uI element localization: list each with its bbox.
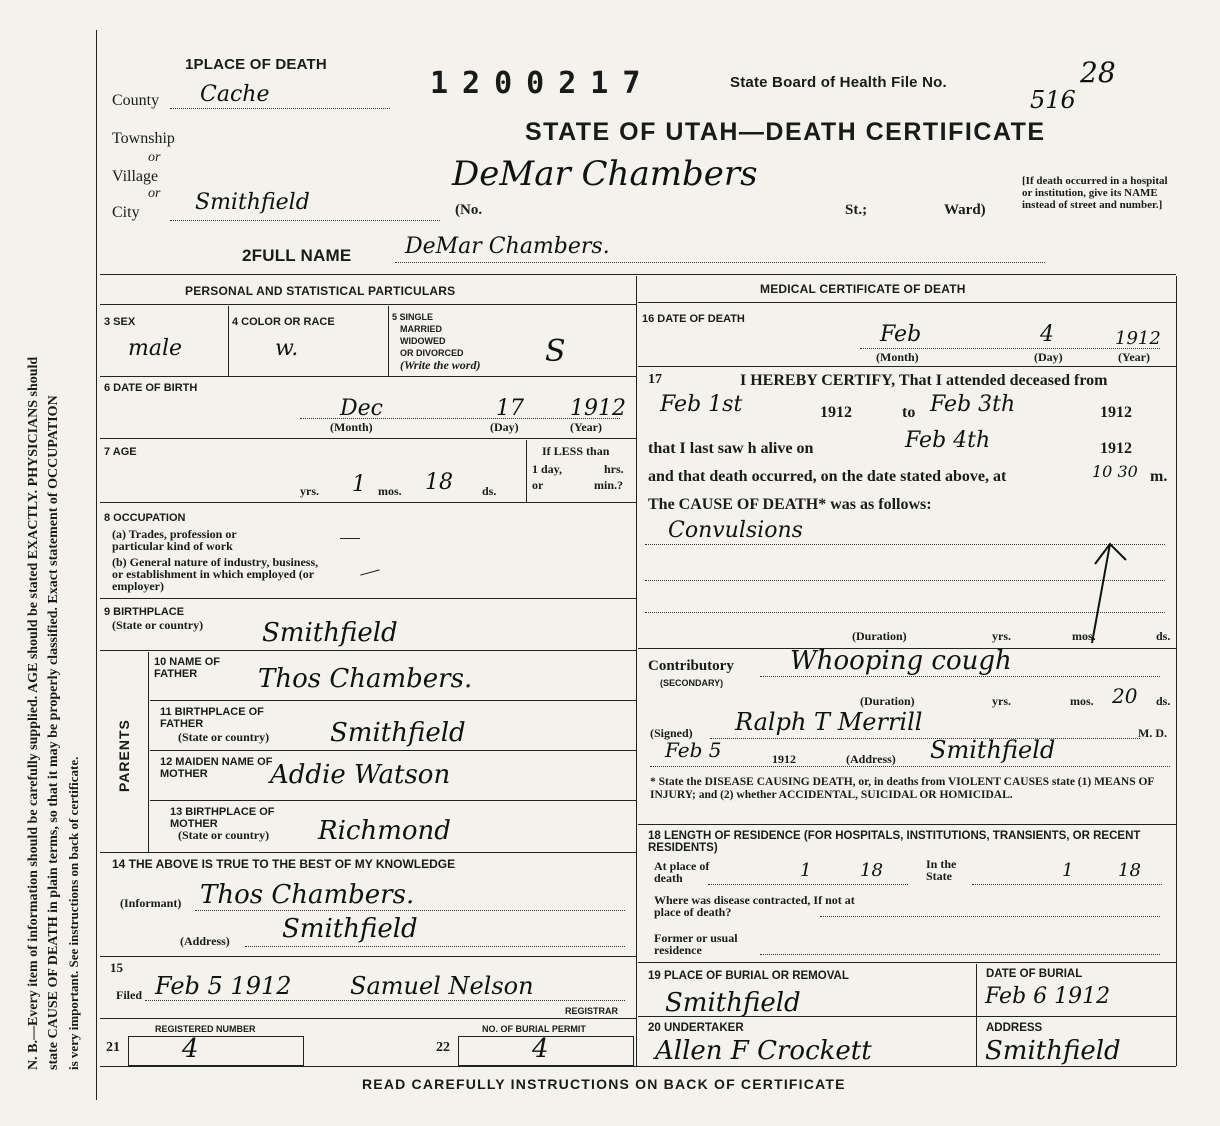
marital-label-4: OR DIVORCED bbox=[400, 348, 464, 358]
registrar-signature: Samuel Nelson bbox=[350, 972, 534, 1000]
dob-day-label: (Day) bbox=[490, 420, 519, 434]
sidebar-line-1: N. B.—Every item of information should be carefully supplied. AGE should be stated EXACTLY. PHYSICIANS should bbox=[26, 356, 41, 1070]
contrib-duration-ds: 20 bbox=[1112, 684, 1138, 708]
frame-right bbox=[1176, 276, 1177, 1066]
dob-year-label: (Year) bbox=[570, 420, 602, 434]
sidebar-line-2: state CAUSE OF DEATH in plain terms, so that it may be properly classified. Exact statement of OCCUPATION bbox=[46, 395, 61, 1070]
mother-name-value: Addie Watson bbox=[270, 760, 451, 790]
last-saw-value: Feb 4th bbox=[905, 428, 991, 453]
deceased-name-large: DeMar Chambers bbox=[452, 154, 758, 194]
street-label: St.; bbox=[845, 202, 868, 218]
certificate-title: STATE OF UTAH—DEATH CERTIFICATE bbox=[525, 118, 1046, 146]
contrib-mos-label: mos. bbox=[1070, 694, 1094, 708]
marital-note: (Write the word) bbox=[400, 358, 481, 372]
in-state-ds: 18 bbox=[1118, 860, 1141, 881]
parents-label: PARENTS bbox=[116, 719, 132, 792]
dob-day: 17 bbox=[496, 396, 524, 421]
undertaker-address-label: ADDRESS bbox=[986, 1022, 1043, 1034]
age-mos-value: 1 bbox=[352, 472, 366, 497]
less-than-min: min.? bbox=[594, 478, 624, 492]
dob-month-label: (Month) bbox=[330, 420, 373, 434]
death-time-m: m. bbox=[1150, 468, 1168, 485]
in-state-mos: 1 bbox=[1062, 860, 1074, 881]
undertaker-value: Allen F Crockett bbox=[655, 1036, 872, 1066]
registrar-label: REGISTRAR bbox=[565, 1006, 619, 1016]
md-label: M. D. bbox=[1138, 726, 1167, 740]
cause-label: The CAUSE OF DEATH* was as follows: bbox=[648, 496, 932, 513]
city-value: Smithfield bbox=[195, 190, 310, 215]
personal-section-title: PERSONAL AND STATISTICAL PARTICULARS bbox=[185, 284, 456, 298]
header-divider bbox=[100, 274, 1176, 275]
cause-value: Convulsions bbox=[668, 518, 803, 543]
dod-day-label: (Day) bbox=[1034, 350, 1063, 364]
last-saw-text: that I last saw h alive on bbox=[648, 440, 814, 457]
age-mos-label: mos. bbox=[378, 484, 402, 498]
less-than-label-1: If LESS than bbox=[542, 444, 610, 458]
address-label: (Address) bbox=[180, 934, 230, 948]
frame-left bbox=[96, 30, 97, 1100]
birthplace-value: Smithfield bbox=[262, 618, 398, 648]
attended-to-year: 1912 bbox=[1100, 404, 1132, 421]
center-divider bbox=[636, 276, 637, 1066]
sex-value: male bbox=[128, 336, 183, 361]
signed-label: (Signed) bbox=[650, 726, 693, 740]
full-name-value: DeMar Chambers. bbox=[405, 234, 610, 259]
age-yrs-label: yrs. bbox=[300, 484, 319, 498]
age-ds-label: ds. bbox=[482, 484, 497, 498]
undertaker-address-value: Smithfield bbox=[985, 1036, 1121, 1066]
less-than-label-2: 1 day, bbox=[532, 462, 563, 476]
township-label: Township bbox=[112, 130, 175, 147]
duration-yrs-label: yrs. bbox=[992, 629, 1011, 643]
frame-bottom bbox=[100, 1066, 1176, 1067]
at-place-label: At place of death bbox=[654, 859, 710, 885]
at-place-ds: 18 bbox=[860, 860, 883, 881]
age-ds-value: 18 bbox=[425, 470, 453, 495]
dob-month: Dec bbox=[340, 396, 383, 421]
marital-label-2: MARRIED bbox=[400, 324, 442, 334]
village-label: Village bbox=[112, 168, 159, 185]
contrib-ds-label: ds. bbox=[1156, 694, 1171, 708]
attended-from-year: 1912 bbox=[820, 404, 852, 421]
marital-label-3: WIDOWED bbox=[400, 336, 446, 346]
less-than-or: or bbox=[532, 478, 544, 492]
birthplace-sub-label: (State or country) bbox=[112, 618, 204, 632]
duration-label: (Duration) bbox=[852, 629, 907, 643]
or-label-1: or bbox=[148, 150, 161, 165]
burial-permit-prefix: 22 bbox=[436, 1040, 450, 1055]
former-residence-label: Former or usual residence bbox=[654, 931, 738, 957]
father-birthplace-sub: (State or country) bbox=[178, 730, 270, 744]
mother-birthplace-sub: (State or country) bbox=[178, 828, 270, 842]
medical-section-title: MEDICAL CERTIFICATE OF DEATH bbox=[760, 282, 966, 296]
filed-value: Feb 5 1912 bbox=[155, 972, 292, 1000]
father-name-label: 10 NAME OF FATHER bbox=[154, 656, 221, 680]
contrib-duration-label: (Duration) bbox=[860, 694, 915, 708]
color-race-value: w. bbox=[275, 336, 299, 361]
marital-label-1: 5 SINGLE bbox=[392, 312, 434, 322]
duration-ds-label: ds. bbox=[1156, 629, 1171, 643]
mother-birthplace-value: Richmond bbox=[318, 816, 451, 846]
marital-value: S bbox=[545, 334, 566, 369]
city-label: City bbox=[112, 204, 140, 221]
certify-text: I HEREBY CERTIFY, That I attended deceased from bbox=[740, 372, 1108, 389]
to-label: to bbox=[902, 404, 916, 421]
mother-birthplace-label: 13 BIRTHPLACE OF MOTHER bbox=[170, 806, 275, 830]
burial-permit-value: 4 bbox=[532, 1034, 549, 1064]
father-birthplace-value: Smithfield bbox=[330, 718, 466, 748]
less-than-hrs: hrs. bbox=[604, 462, 624, 476]
age-label: 7 AGE bbox=[104, 446, 137, 458]
father-name-value: Thos Chambers. bbox=[258, 664, 473, 694]
filed-label: Filed bbox=[116, 988, 142, 1002]
address-value: Smithfield bbox=[282, 914, 418, 944]
attended-from-value: Feb 1st bbox=[660, 392, 743, 417]
birthplace-label: 9 BIRTHPLACE bbox=[104, 606, 185, 618]
hospital-note: [If death occurred in a hospital or institution, give its NAME instead of street and number.] bbox=[1022, 175, 1168, 211]
street-no-label: (No. bbox=[455, 202, 483, 218]
county-value: Cache bbox=[200, 82, 270, 107]
occupation-label: 8 OCCUPATION bbox=[104, 512, 186, 524]
ward-label: Ward) bbox=[944, 202, 986, 218]
certify-number: 17 bbox=[648, 372, 662, 387]
duration-mos-label: mos. bbox=[1072, 629, 1096, 643]
dod-year: 1912 bbox=[1115, 328, 1161, 349]
occupation-a-label: (a) Trades, profession or particular kind of work bbox=[112, 527, 237, 553]
residence-label: 18 LENGTH OF RESIDENCE (FOR HOSPITALS, INSTITUTIONS, TRANSIENTS, OR RECENT RESIDENTS) bbox=[648, 830, 1141, 854]
registered-number-box bbox=[128, 1036, 304, 1066]
file-no-value: 28 bbox=[1080, 56, 1116, 89]
registered-number-value: 4 bbox=[182, 1034, 199, 1064]
father-birthplace-label: 11 BIRTHPLACE OF FATHER bbox=[160, 706, 264, 730]
signed-value: Ralph T Merrill bbox=[735, 708, 923, 736]
contributory-label: Contributory bbox=[648, 658, 734, 674]
attended-to-value: Feb 3th bbox=[930, 392, 1016, 417]
informant-value: Thos Chambers. bbox=[200, 880, 415, 910]
registered-number-prefix: 21 bbox=[106, 1040, 120, 1055]
burial-place-value: Smithfield bbox=[665, 988, 801, 1018]
burial-date-value: Feb 6 1912 bbox=[985, 984, 1111, 1009]
contrib-yrs-label: yrs. bbox=[992, 694, 1011, 708]
informant-label: (Informant) bbox=[120, 896, 182, 910]
sex-label: 3 SEX bbox=[104, 316, 136, 328]
occupation-b-label: (b) General nature of industry, business, or establishment in which employed (or employer) bbox=[112, 555, 319, 593]
at-place-mos: 1 bbox=[800, 860, 812, 881]
contributory-value: Whooping cough bbox=[790, 646, 1012, 676]
cause-footnote: * State the DISEASE CAUSING DEATH, or, in deaths from VIOLENT CAUSES state (1) MEANS OF INJURY; and (2) whether ACCIDENTAL, SUICIDAL OR HOMICIDAL. bbox=[650, 776, 1155, 801]
sidebar-line-3: is very important. See instructions on back of certificate. bbox=[66, 756, 81, 1070]
dob-year: 1912 bbox=[570, 396, 626, 421]
secondary-label: (SECONDARY) bbox=[660, 678, 724, 688]
footer-instructions: READ CAREFULLY INSTRUCTIONS ON BACK OF CERTIFICATE bbox=[362, 1076, 846, 1092]
full-name-label: 2FULL NAME bbox=[242, 246, 352, 265]
filed-number: 15 bbox=[110, 960, 123, 975]
place-of-death-label: 1PLACE OF DEATH bbox=[185, 56, 327, 73]
color-race-label: 4 COLOR OR RACE bbox=[232, 316, 335, 328]
dod-month-label: (Month) bbox=[876, 350, 919, 364]
or-label-2: or bbox=[148, 186, 161, 201]
burial-permit-label: NO. OF BURIAL PERMIT bbox=[482, 1024, 586, 1034]
dod-day: 4 bbox=[1040, 322, 1054, 347]
disease-contracted-label: Where was disease contracted, If not at place of death? bbox=[654, 893, 855, 919]
mother-name-label: 12 MAIDEN NAME OF MOTHER bbox=[160, 756, 273, 780]
instruction-sidebar bbox=[18, 60, 88, 1070]
signed-year: 1912 bbox=[772, 752, 796, 766]
registered-number-label: REGISTERED NUMBER bbox=[155, 1024, 256, 1034]
undertaker-label: 20 UNDERTAKER bbox=[648, 1022, 744, 1034]
physician-address-value: Smithfield bbox=[930, 736, 1056, 764]
true-statement-label: 14 THE ABOVE IS TRUE TO THE BEST OF MY KNOWLEDGE bbox=[112, 857, 456, 871]
physician-address-label: (Address) bbox=[846, 752, 896, 766]
file-no-value-2: 516 bbox=[1030, 86, 1076, 114]
signed-date: Feb 5 bbox=[665, 738, 722, 762]
burial-place-label: 19 PLACE OF BURIAL OR REMOVAL bbox=[648, 970, 849, 982]
dod-year-label: (Year) bbox=[1118, 350, 1150, 364]
dod-label: 16 DATE OF DEATH bbox=[642, 313, 745, 325]
dob-label: 6 DATE OF BIRTH bbox=[104, 382, 198, 394]
burial-date-label: DATE OF BURIAL bbox=[986, 968, 1083, 980]
last-saw-year: 1912 bbox=[1100, 440, 1132, 457]
county-label: County bbox=[112, 92, 160, 109]
death-occurred-text: and that death occurred, on the date stated above, at bbox=[648, 468, 1007, 485]
file-no-label: State Board of Health File No. bbox=[730, 74, 947, 91]
certificate-number: 1200217 bbox=[430, 66, 655, 101]
dod-month: Feb bbox=[880, 322, 922, 347]
in-state-label: In the State bbox=[926, 857, 957, 883]
death-time: 10 30 bbox=[1092, 462, 1138, 481]
